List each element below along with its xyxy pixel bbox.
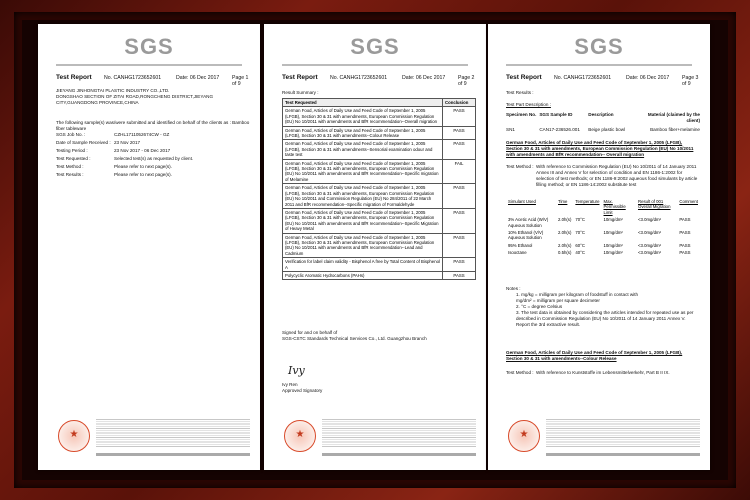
- table-row: Polycyclic Aromatic Hydrocarbons (PAHs) PASS: [283, 271, 476, 279]
- report-date: Date: 06 Dec 2017: [176, 75, 220, 81]
- sgs-seal-icon: ★: [58, 420, 90, 452]
- summary-table-wrap: [282, 98, 476, 280]
- page-footer: [52, 416, 250, 456]
- test-method-label: Test Method :: [506, 164, 534, 169]
- note-line: 3. The test data is obtained by considering the articles intended for repeated use as per described in Commission Regulation (EU) No 10/2011 of 14 January 2011 Annex V. Report the 3rd extractive result.: [516, 310, 694, 327]
- client-block: [56, 88, 250, 106]
- field-row: Test Method : Please refer to next page(s).: [56, 164, 172, 169]
- part-description-title: Test Part Description :: [506, 102, 551, 107]
- field-row: Test Results : Please refer to next page(s).: [56, 172, 172, 177]
- note-line: 1. mg/kg = milligram per kilogram of foodstuff in contact with: [516, 292, 639, 297]
- header-rule: [56, 64, 242, 66]
- summary-title: Result Summary :: [282, 90, 319, 95]
- field-row: Testing Period : 23 Nov 2017 - 06 Dec 2017: [56, 148, 171, 153]
- table-row: German Food, Articles of Daily Use and Feed Code of September 1, 2005 (LFGB), Section 30 & 31 with amendments, European Commission Regulation (EU) No 10/2011 with amendments and BfR recommendation--Specific migration of Melamine FAIL: [283, 159, 476, 184]
- page-number: Page 1 of 9: [232, 75, 249, 87]
- test-method-text: With reference to Commission Regulation (EU) No 10/2011 of 14 January 2011 Annex III and Annex V for selection of condition and EN 1186-1:2002 for selection of test methods; or EN 1186-9:2002 aqueous food simulants by article filling method; or EN 1186-14:2002 substitute test: [536, 164, 698, 187]
- field-row: Date of Sample Received : 23 Nov 2017: [56, 140, 141, 145]
- sgs-logo: SGS: [574, 34, 624, 59]
- legal-fine-print: [546, 418, 700, 448]
- header-rule: [282, 64, 468, 66]
- page-header: [56, 74, 250, 87]
- table-row: German Food, Articles of Daily Use and Feed Code of September 1, 2005 (LFGB), Section 30 & 31 with amendments, European Commission Regulation (EU) No 10/2011 with amendments and BfR recommendation--Lead and Cadmium PASS: [283, 233, 476, 258]
- results-title: Test Results :: [506, 90, 534, 95]
- note-line: mg/dm² = milligram per square decimeter: [516, 298, 600, 303]
- sgs-seal-icon: ★: [284, 420, 316, 452]
- handwritten-signature: ⁠Ivy: [288, 364, 305, 377]
- colour-release-section-title: German Food, Articles of Daily Use and Feed Code of September 1, 2005 (LFGB), Section 30 & 31 with amendments--Colour Release: [506, 350, 683, 361]
- table-row: 10% Ethanol (V/V) Aqueous Solution 2.0h(s) 70°C 10mg/dm² <3.0mg/dm² PASS: [508, 230, 691, 241]
- client-company: JIEYANG JINHONGTAI PLASTIC INDUSTRY CO.,LTD.: [56, 88, 170, 93]
- signature-block: [282, 330, 476, 342]
- field-row: Test Requested : Selected test(s) as requested by client.: [56, 156, 194, 161]
- signatory-title: Approved Signatory: [282, 388, 323, 393]
- table-header-row: Simulant Used Time Temperature Max. Permissible Limit Result of 001 Overall Migration Comment: [508, 199, 698, 215]
- table-header-row: Test Requested Conclusion: [283, 99, 476, 107]
- report-number: No. CANHG1723652601: [104, 75, 162, 81]
- notes-block: [506, 286, 700, 328]
- report-page-3: [488, 24, 710, 470]
- page-number: Page 2 of 9: [458, 75, 475, 87]
- field-row: SGS Job No. : CZHL1711052674CW - GZ: [56, 132, 170, 137]
- notes-label: Notes :: [506, 286, 521, 291]
- page-footer: [278, 416, 476, 456]
- sample-intro: The following sample(s) was/were submitted and identified on behalf of the clients as : Bamboo fiber tableware: [56, 120, 250, 131]
- footer-bar: [96, 453, 250, 456]
- specimen-table: [506, 112, 700, 133]
- summary-table: [282, 98, 476, 280]
- report-number: No. CANHG1723652601: [554, 75, 612, 81]
- sample-fields: [56, 132, 250, 180]
- specimen-row: SN1 CAN17-236526.001 Beige plastic bowl Bamboo fiber+melamine: [506, 127, 700, 132]
- signatory-name: Ivy Ren: [282, 382, 298, 387]
- footer-bar: [546, 453, 700, 456]
- table-row: German Food, Articles of Daily Use and Feed Code of September 1, 2005 (LFGB), Section 30 & 31 with amendments--Colour Release PASS: [283, 126, 476, 140]
- signed-on-behalf: Signed for and on behalf of: [282, 330, 338, 335]
- table-row: German Food, Articles of Daily Use and Feed Code of September 1, 2005 (LFGB), Section 30 & 31 with amendments, European Commission Regulation (EU) No 10/2011 with amendments and BfR recommendation--Specific Migration of Heavy Metal PASS: [283, 208, 476, 233]
- report-page-1: [38, 24, 260, 470]
- report-label: Test Report: [56, 74, 92, 81]
- header-rule: [506, 64, 692, 66]
- report-date: Date: 06 Dec 2017: [402, 75, 446, 81]
- client-address: DONGSHAO SECTION OF ZITAI ROAD,RONGCHENG DISTRICT,JIEYANG CITY,GUANGDONG PROVINCE,CHINA: [56, 94, 214, 105]
- legal-fine-print: [96, 418, 250, 448]
- sgs-logo: SGS: [350, 34, 400, 59]
- report-label: Test Report: [282, 74, 318, 81]
- test-method2-text: With reference to Kunststoffe im Lebensmittelverkehr, Part B II IX.: [536, 370, 670, 375]
- report-date: Date: 06 Dec 2017: [626, 75, 670, 81]
- note-line: 2. °C = degree Celsius: [516, 304, 563, 309]
- report-number: No. CANHG1723652601: [330, 75, 388, 81]
- page-header: [282, 74, 476, 87]
- simulant-table-wrap: [506, 198, 700, 257]
- signed-organisation: SGS-CSTC Standards Technical Services Co., Ltd. Guangzhou Branch: [282, 336, 427, 341]
- test-method2-label: Test Method :: [506, 370, 534, 375]
- table-row: Isooctane 0.5h(s) 40°C 10mg/dm² <3.0mg/dm² PASS: [508, 250, 691, 256]
- table-row: Verification for label claim validity - Bisphenol A free by Total Content of Bisphenol A PASS: [283, 258, 476, 272]
- sgs-seal-icon: ★: [508, 420, 540, 452]
- report-page-2: [264, 24, 486, 470]
- table-row: German Food, Articles of Daily Use and Feed Code of September 1, 2005 (LFGB), Section 30 & 31 with amendments, European Commission Regulation (EU) No 10/2011 with amendments and BfR recommendation--Overall migration PASS: [283, 107, 476, 126]
- signatory-block: [282, 382, 476, 394]
- table-row: German Food, Articles of Daily Use and Feed Code of September 1, 2005 (LFGB), Section 30 & 31 with amendments, European Commission Regulation (EU) No 10/2011 and Commission Regulation (EU) No 284/2011 of 22 March 2011 and BfR recommendation--Specific migration of Formaldehyde PASS: [283, 184, 476, 209]
- table-row: German Food, Articles of Daily Use and Feed Code of September 1, 2005 (LFGB), Section 30 & 31 with amendments--Sensorial examination odour and taste test PASS: [283, 140, 476, 159]
- sgs-logo: SGS: [124, 34, 174, 59]
- test-method2-block: [506, 370, 700, 376]
- legal-fine-print: [322, 418, 476, 448]
- overall-migration-section-title: German Food, Articles of Daily Use and Feed Code of September 1, 2005 (LFGB), Section 30 & 31 with amendments, European Commission Regulation (EU) No 10/2011 with amendments and BfR recommendation-- Overall migration: [506, 140, 694, 157]
- footer-bar: [322, 453, 476, 456]
- table-row: 3% Acetic Acid (W/V) Aqueous Solution 2.0h(s) 70°C 10mg/dm² <3.0mg/dm² PASS: [508, 217, 691, 228]
- test-method-block: [506, 164, 700, 188]
- page-header: [506, 74, 700, 87]
- simulant-table: [506, 198, 700, 257]
- specimen-header-row: Specimen No. SGS Sample ID Description Material (claimed by the client): [506, 112, 700, 123]
- report-label: Test Report: [506, 74, 542, 81]
- page-footer: [502, 416, 700, 456]
- table-row: 95% Ethanol 2.0h(s) 60°C 10mg/dm² <3.0mg/dm² PASS: [508, 242, 691, 248]
- page-number: Page 3 of 9: [682, 75, 699, 87]
